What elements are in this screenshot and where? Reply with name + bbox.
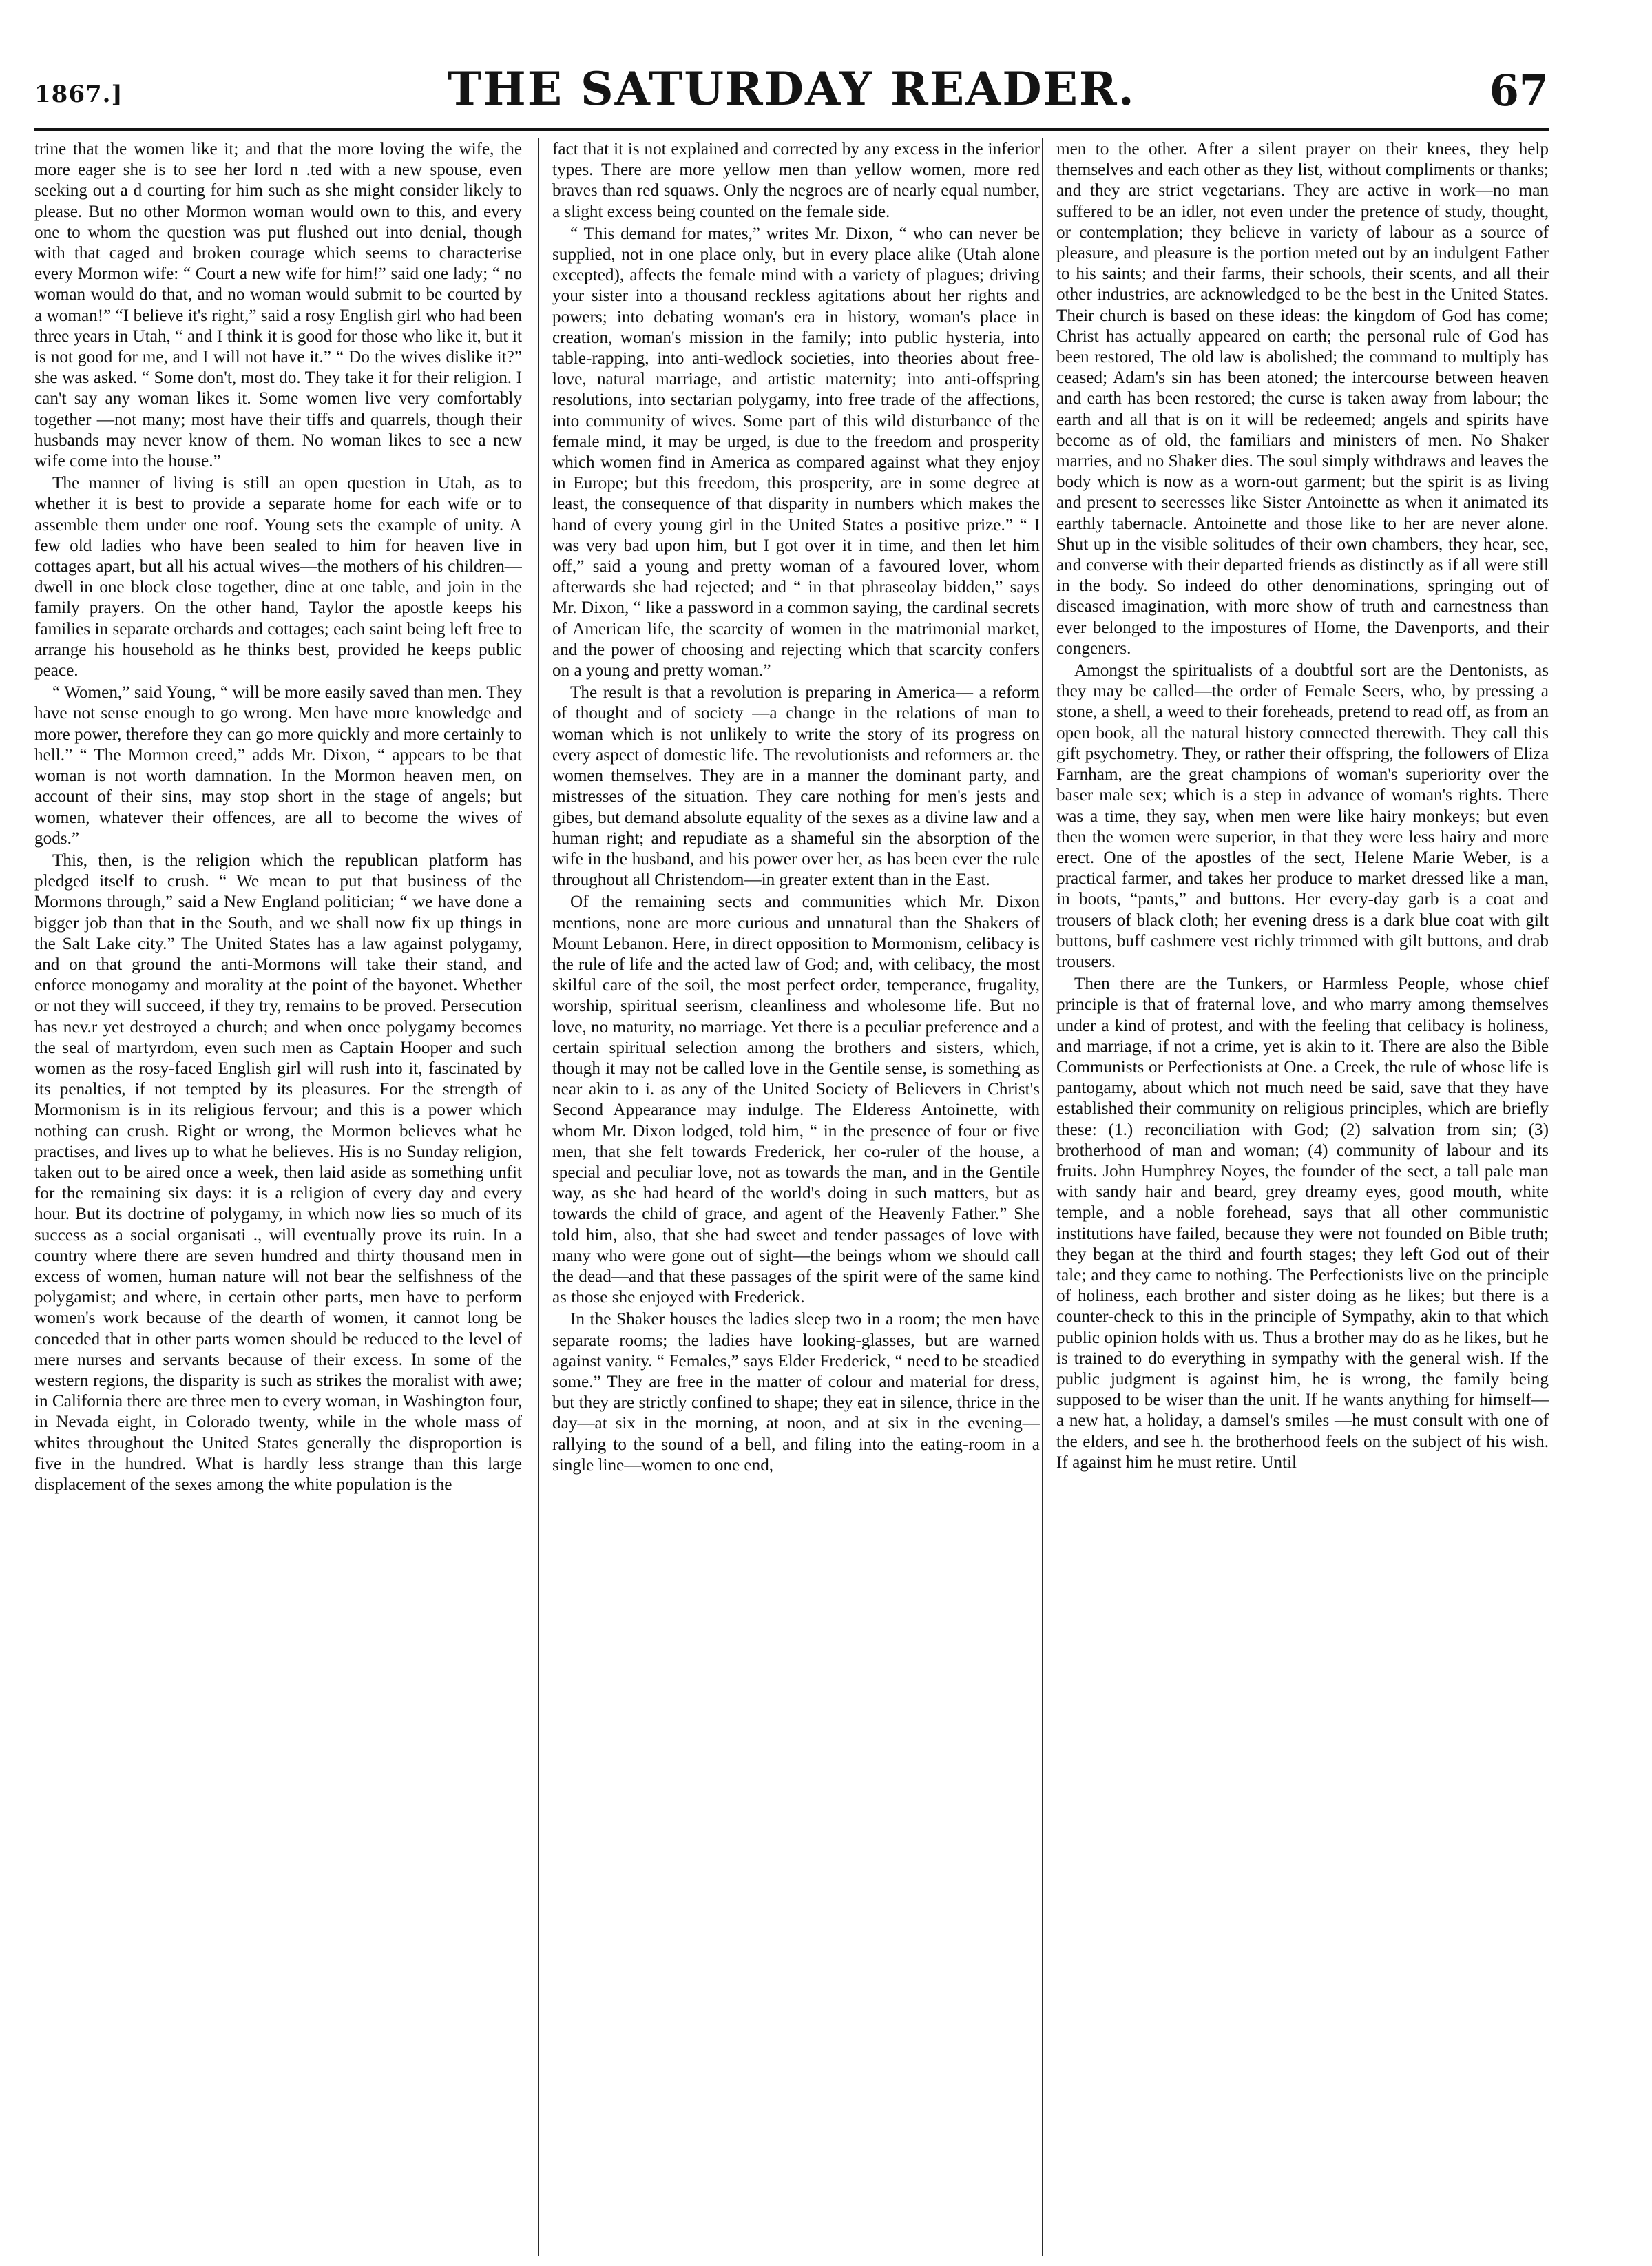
page-header (34, 38, 1549, 121)
paragraph: “ Women,” said Young, “ will be more easily saved than men. They have not sense enough to go wrong. Men have more knowledge and more power, therefore they can go more quickly and more certainly to hell.” “ The Mormon creed,” adds Mr. Dixon, “ appears to be that woman is not worth damnation. In the Mormon heaven men, on account of their sins, may stop short in the stage of angels; but women, whatever their offences, are all to become the wives of gods.” (34, 683, 522, 848)
paragraph: men to the other. After a silent prayer on their knees, they help themselves and each other as they list, without compliments or thanks; and they are strict vegetarians. They are active in work—no man suffered to be an idler, not even under the pretence of study, thought, or contemplation; they believe in variety of labour as a source of pleasure, and pleasure is the portion meted out by an indulgent Father to his saints; and their farms, their schools, their scents, and all their other industries, are acknowledged to be the best in the United States. Their church is based on these ideas: the kingdom of God has come; Christ has actually appeared on earth; the personal rule of God has been restored, The old law is abolished; the command to multiply has ceased; Adam's sin has been atoned; the intercourse between heaven and earth has been restored; the curse is taken away from labour; the earth and all that is on it will be redeemed; angels and spirits have become as of old, the familiars and ministers of men. No Shaker marries, and no Shaker dies. The soul simply withdraws and leaves the body which is now as a worn-out garment; but the spirit is as living and present to seeresses like Sister Antoinette as when it animated its earthly tabernacle. Antoinette and those like to her are never alone. Shut up in the visible solitudes of their own chambers, they hear, see, and converse with their departed friends as distinctly as if all were still in the body. So indeed do other denominations, springing out of diseased imagination, with more show of truth and earnestness than ever belonged to the impostures of Home, the Davenports, and their congeners. (1056, 140, 1549, 658)
column-divider (538, 138, 539, 2256)
paragraph: “ This demand for mates,” writes Mr. Dixon, “ who can never be supplied, not in one place only, but in every place alike (Utah alone excepted), affects the female mind with a variety of plagues; driving your sister into a thousand reckless agitations about her rights and powers; into debating woman's era in history, woman's place in creation, woman's mission in the family; into public hysteria, into table-rapping, into anti-wedlock societies, into theories about free-love, natural marriage, and artistic maternity; into anti-offspring resolutions, into sectarian polygamy, into free trade of the affections, into community of wives. Some part of this wild disturbance of the female mind, it may be urged, is due to the freedom and prosperity which women find in America as compared against what they enjoy in Europe; but this freedom, this prosperity, are in some degree at least, the consequence of that disparity in numbers which makes the hand of every young girl in the United States a positive prize.” “ I was very bad upon him, but I got over it in time, and then let him off,” said a young and pretty woman of a favoured lover, whom afterwards she had rejected; and “ in that phraseolay bidden,” says Mr. Dixon, “ like a password in a common saying, the cardinal secrets of American life, the scarcity of women in the matrimonial market, and the power of choosing and rejecting which that scarcity confers on a young and pretty woman.” (552, 224, 1040, 680)
page-number: 67 (1489, 65, 1549, 116)
publication-title: THE SATURDAY READER. (448, 62, 1136, 116)
paragraph: trine that the women like it; and that the more loving the wife, the more eager she is to see her lord n .ted with a new spouse, even seeking out a d courting for him such as she might consider likely to please. But no other Mormon woman would own to this, and every one to whom the question was put flushed out into denial, though with that caged and broken courage which seems to characterise every Mormon wife: “ Court a new wife for him!” said one lady; “ no woman would do that, and no woman would submit to be courted by a woman!” “I believe it's right,” said a rosy English girl who had been three years in Utah, “ and I think it is good for those who like it, but it is not good for me, and I will not have it.” “ Do the wives dislike it?” she was asked. “ Some don't, most do. They take it for their religion. I can't say any woman likes it. Some women live very comfortably together —not many; most have their tiffs and quarrels, though their husbands may never know of them. No woman likes to see a new wife come into the house.” (34, 140, 522, 471)
paragraph: Then there are the Tunkers, or Harmless People, whose chief principle is that of fraternal love, and who marry among themselves under a kind of protest, and with the feeling that celibacy is holiness, and marriage, if not a crime, yet is akin to it. There are also the Bible Communists or Perfectionists at One. a Creek, the rule of whose life is pantogamy, about which not much need be said, save that they have established their community on religious principles, which are briefly these: (1.) reconciliation with God; (2) salvation from sin; (3) brotherhood of man and woman; (4) community of labour and its fruits. John Humphrey Noyes, the founder of the sect, a tall pale man with sandy hair and beard, grey dreamy eyes, good mouth, white temple, and a noble forehead, says that all other communistic institutions have failed, because they were not founded on Bible truth; they began at the third and fourth stages; they left God out of their tale; and they came to nothing. The Perfectionists live on the principle of holiness, each brother and sister doing as he likes; but there is a counter-check to this in the principle of Sympathy, akin to that which public opinion holds with us. Thus a brother may do as he likes, but he is trained to do everything in sympathy with the general wish. If the public judgment is against him, he is wrong, the family being supposed to be wiser than the unit. If he wants anything for himself—a new hat, a holiday, a damsel's smiles —he must consult with one of the elders, and see h. the brotherhood feels on the subject of his wish. If against him he must retire. Until (1056, 975, 1549, 1472)
paragraph: Of the remaining sects and communities which Mr. Dixon mentions, none are more curious and unnatural than the Shakers of Mount Lebanon. Here, in direct opposition to Mormonism, celibacy is the rule of life and the acted law of God; and, with celibacy, the most skilful care of the soil, the most perfect order, temperance, frugality, worship, spiritual seerism, cleanliness and wholesome life. But no love, no maturity, no marriage. Yet there is a peculiar preference and a certain spiritual selection among the brothers and sisters, which, though it may not be called love in the Gentile sense, is something as near akin to i. as any of the United Society of Believers in Christ's Second Appearance may indulge. The Elderess Antoinette, with whom Mr. Dixon lodged, told him, “ in the presence of four or five men, that she felt towards Frederick, her co-ruler of the house, a special and peculiar love, not as towards the man, and in the Gentile way, as she had heard of the world's doing in such matters, but as towards the child of grace, and agent of the Heavenly Father.” She told him, also, that she had sweet and tender passages of love with many who were gone out of sight—the beings whom we should call the dead—and that these passages of the spirit were of the same kind as those she enjoyed with Frederick. (552, 893, 1040, 1307)
paragraph: The manner of living is still an open question in Utah, as to whether it is best to provide a separate home for each wife or to assemble them under one roof. Young sets the example of unity. A few old ladies who have been sealed to him for heaven live in cottages apart, but all his actual wives—the mothers of his children—dwell in one block close together, dine at one table, and join in the family prayers. On the other hand, Taylor the apostle keeps his families in separate orchards and cottages; each saint being left free to arrange his household as he thinks best, provided he keeps public peace. (34, 474, 522, 680)
text-column-1 (34, 139, 522, 2247)
header-rule (34, 128, 1549, 131)
text-column-2 (552, 139, 1040, 2247)
column-divider (1042, 138, 1043, 2256)
paragraph: The result is that a revolution is preparing in America— a reform of thought and of society —a change in the relations of man to woman which is not unlikely to write the story of its progress on every aspect of domestic life. The revolutionists and reformers ar. the women themselves. They are in a manner the dominant party, and mistresses of the situation. They care nothing for men's jests and gibes, but demand absolute equality of the sexes as a divine law and a human right; and repudiate as a shameful sin the absorption of the wife in the husband, and his power over her, as has been ever the rule throughout all Christendom—in greater extent than in the East. (552, 683, 1040, 890)
issue-year: 1867.] (34, 81, 123, 108)
text-column-3 (1056, 139, 1549, 2247)
paragraph: Amongst the spiritualists of a doubtful sort are the Dentonists, as they may be called—the order of Female Seers, who, by pressing a stone, a shell, a weed to their foreheads, pretend to read off, as from an open book, all the natural history connected therewith. They call this gift psychometry. They, or rather their offspring, the followers of Eliza Farnham, are the great champions of woman's superiority over the baser male sex; which is a step in advance of woman's rights. There was a time, they say, when men were like hairy monkeys; but even then the women were superior, in that they were less hairy and more erect. One of the apostles of the sect, Helene Marie Weber, is a practical farmer, and takes her produce to market dressed like a man, in boots, “pants,” and buttons. Her every-day garb is a coat and trousers of black cloth; her evening dress is a dark blue coat with gilt buttons, buff cashmere vest richly trimmed with gilt buttons, and drab trousers. (1056, 661, 1549, 971)
paragraph: In the Shaker houses the ladies sleep two in a room; the men have separate rooms; the ladies have looking-glasses, but are warned against vanity. “ Females,” says Elder Frederick, “ need to be steadied some.” They are free in the matter of colour and material for dress, but they are strictly confined to shape; they eat in silence, thrice in the day—at six in the morning, at noon, and at six in the evening—rallying to the sound of a bell, and filing into the eating-room in a single line—women to one end, (552, 1310, 1040, 1475)
paragraph: This, then, is the religion which the republican platform has pledged itself to crush. “ We mean to put that business of the Mormons through,” said a New England politician; “ we have done a bigger job than that in the South, and we shall now fix up things in the Salt Lake city.” The United States has a law against polygamy, and on that ground the anti-Mormons will take their stand, and enforce monogamy and morality at the point of the bayonet. Whether or not they will succeed, if they try, remains to be proved. Persecution has nev.r yet destroyed a church; and when once polygamy becomes the seal of martyrdom, even such men as Captain Hooper and such women as the rosy-faced English girl will rush into it, fascinated by its penalties, if not tempted by its pleasures. For the strength of Mormonism is in its religious fervour; and this is a power which nothing can crush. Right or wrong, the Mormon believes what he practises, and lives up to what he believes. His is no Sunday religion, taken out to be aired once a week, then laid aside as something unfit for the remaining six days: it is a religion of every day and every hour. But its doctrine of polygamy, in which now lies so much of its success as a social organisati ., will eventually prove its ruin. In a country where there are seven hundred and thirty thousand men in excess of women, human nature will not bear the selfishness of the polygamist; and where, in certain other parts, men have to perform women's work because of the dearth of women, it cannot long be conceded that in other parts women should be reduced to the level of mere nurses and servants because of their excess. In some of the western regions, the disparity is such as strikes the moralist with awe; in California there are three men to every woman, in Washington four, in Nevada eight, in Colorado twenty, while in the whole mass of whites throughout the United States generally the disproportion is five in the hundred. What is hardly less strange than this large displacement of the sexes among the white population is the (34, 851, 522, 1494)
paragraph: fact that it is not explained and corrected by any excess in the inferior types. There are more yellow men than yellow women, more red braves than red squaws. Only the negroes are of nearly equal number, a slight excess being counted on the female side. (552, 140, 1040, 221)
